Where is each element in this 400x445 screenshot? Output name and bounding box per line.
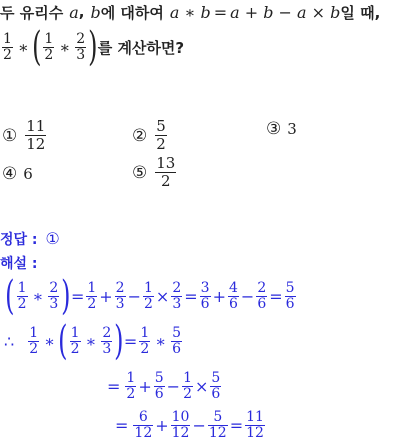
definition-lhs: a ∗ b bbox=[169, 2, 211, 22]
definition-rhs: a + b − a × b bbox=[230, 2, 341, 22]
choice-5[interactable] bbox=[132, 155, 178, 190]
explanation-step-1: ( $\frac{1}{2}$ ∗ $\frac{2}{3}$ ) = $\frac{1}{2}$ + $\frac{2}{3}$ − $\frac{1}{2}$ × $\frac{2}{3}$ = $\frac{3}{6}$ + $\frac{4}{6}$ − $\frac{2}{6}$ = $\frac{5}{6}$ bbox=[5, 273, 295, 319]
choice-marker: ③ bbox=[266, 119, 282, 139]
definition-equals: = bbox=[213, 2, 228, 22]
variable-a: a bbox=[69, 2, 79, 22]
choice-value: 3 bbox=[287, 120, 297, 138]
choice-2[interactable] bbox=[132, 118, 169, 153]
fraction-inner-a: $\frac{1}{2}$ bbox=[44, 30, 54, 63]
question-end-2: 를 계산하면? bbox=[97, 38, 185, 57]
choice-fraction: $\frac{13}{2}$ bbox=[156, 154, 176, 190]
answer-line bbox=[0, 229, 60, 249]
choice-marker: ① bbox=[2, 125, 18, 146]
fraction-inner-b: $\frac{2}{3}$ bbox=[76, 30, 86, 63]
choice-marker: ② bbox=[132, 125, 148, 146]
question-line-2 bbox=[0, 26, 184, 68]
choice-fraction: $\frac{11}{12}$ bbox=[26, 117, 46, 153]
explanation-step-2: ∴ $\frac{1}{2}$ ∗ ( $\frac{1}{2}$ ∗ $\frac{2}{3}$ ) = $\frac{1}{2}$ ∗ $\frac{5}{6}$ bbox=[4, 318, 182, 364]
choice-1[interactable] bbox=[2, 118, 48, 153]
comma: , bbox=[78, 3, 85, 21]
choice-value: 6 bbox=[23, 165, 33, 183]
star-operator: ∗ bbox=[17, 37, 29, 57]
explanation-step-3: = $\frac{1}{2}$ + $\frac{5}{6}$ − $\frac{1}{2}$ × $\frac{5}{6}$ bbox=[107, 369, 221, 402]
question-mid: 에 대하여 bbox=[100, 3, 164, 22]
explanation-step-4: = $\frac{6}{12}$ + $\frac{10}{12}$ − $\frac{5}{12}$ = $\frac{11}{12}$ bbox=[115, 408, 264, 441]
choice-4[interactable] bbox=[2, 164, 33, 184]
answer-label: 정답 : bbox=[0, 232, 38, 248]
therefore-symbol: ∴ bbox=[4, 331, 15, 351]
right-paren: ) bbox=[88, 24, 98, 70]
fraction-half: $\frac{1}{2}$ bbox=[3, 30, 12, 63]
choice-marker: ⑤ bbox=[132, 162, 148, 183]
star-operator: ∗ bbox=[59, 37, 71, 57]
answer-value: ① bbox=[45, 229, 60, 248]
choice-fraction: $\frac{5}{2}$ bbox=[156, 117, 166, 153]
choice-marker: ④ bbox=[2, 164, 18, 184]
question-prefix: 두 유리수 bbox=[0, 3, 64, 22]
variable-b: b bbox=[90, 2, 101, 22]
question-end: 일 때, bbox=[340, 3, 381, 22]
left-paren: ( bbox=[31, 24, 42, 70]
explanation-label: 해설 : bbox=[0, 256, 38, 272]
choice-3[interactable] bbox=[266, 119, 297, 139]
question-line-1 bbox=[0, 2, 380, 22]
